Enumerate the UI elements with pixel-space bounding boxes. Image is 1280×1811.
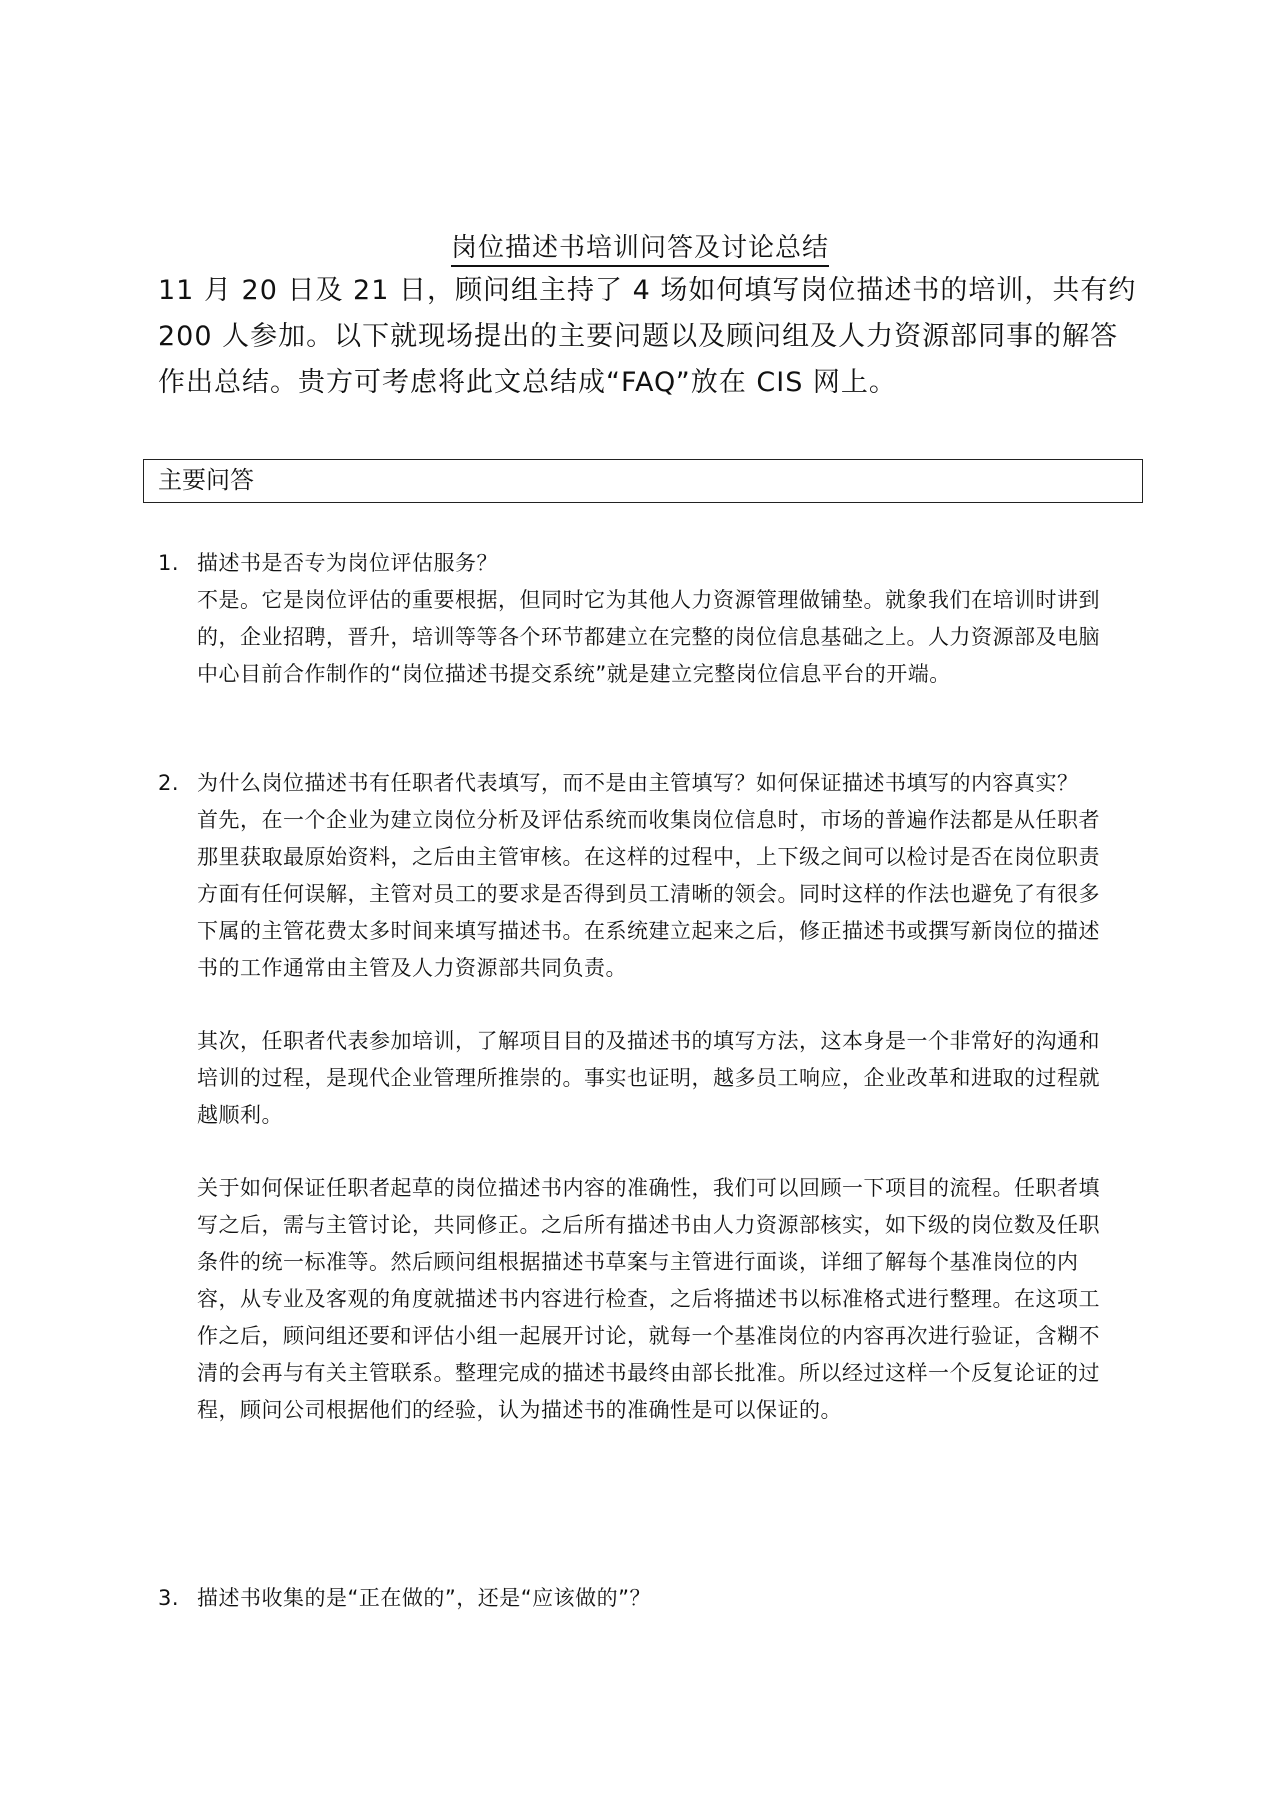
intro-paragraph <box>158 268 1143 406</box>
question-2 <box>158 765 1118 802</box>
answer-paragraph: 首先，在一个企业为建立岗位分析及评估系统而收集岗位信息时，市场的普遍作法都是从任职者那里获取最原始资料，之后由主管审核。在这样的过程中，上下级之间可以检讨是否在岗位职责方面有任何误解，主管对员工的要求是否得到员工清晰的领会。同时这样的作法也避免了有很多下属的主管花费太多时间来填写描述书。在系统建立起来之后，修正描述书或撰写新岗位的描述书的工作通常由主管及人力资源部共同负责。 <box>197 808 1100 980</box>
question-number: 3. <box>158 1586 180 1610</box>
qa-item-2 <box>158 765 1118 1429</box>
question-text: 描述书是否专为岗位评估服务？ <box>197 551 498 575</box>
question-text: 为什么岗位描述书有任职者代表填写，而不是由主管填写？如何保证描述书填写的内容真实？ <box>197 771 1079 795</box>
question-number: 2. <box>158 771 180 795</box>
question-1 <box>158 545 1118 582</box>
document-title <box>0 230 1280 266</box>
qa-item-3 <box>158 1580 1118 1617</box>
question-text: 描述书收集的是“正在做的”，还是“应该做的”？ <box>197 1586 652 1610</box>
section-heading-box <box>143 459 1143 503</box>
answer-2 <box>158 802 1118 1429</box>
intro-text: 11 月 20 日及 21 日，顾问组主持了 4 场如何填写岗位描述书的培训，共有约 200 人参加。以下就现场提出的主要问题以及顾问组及人力资源部同事的解答作出总结。贵方可考虑将此文总结成“FAQ”放在 CIS 网上。 <box>158 275 1137 398</box>
answer-paragraph: 不是。它是岗位评估的重要根据，但同时它为其他人力资源管理做铺垫。就象我们在培训时讲到的，企业招聘，晋升，培训等等各个环节都建立在完整的岗位信息基础之上。人力资源部及电脑中心目前合作制作的“岗位描述书提交系统”就是建立完整岗位信息平台的开端。 <box>197 588 1100 686</box>
question-3 <box>158 1580 1118 1617</box>
answer-paragraph: 其次，任职者代表参加培训，了解项目目的及描述书的填写方法，这本身是一个非常好的沟通和培训的过程，是现代企业管理所推崇的。事实也证明，越多员工响应，企业改革和进取的过程就越顺利。 <box>197 1029 1100 1127</box>
answer-paragraph: 关于如何保证任职者起草的岗位描述书内容的准确性，我们可以回顾一下项目的流程。任职者填写之后，需与主管讨论，共同修正。之后所有描述书由人力资源部核实，如下级的岗位数及任职条件的统一标准等。然后顾问组根据描述书草案与主管进行面谈，详细了解每个基准岗位的内容，从专业及客观的角度就描述书内容进行检查，之后将描述书以标准格式进行整理。在这项工作之后，顾问组还要和评估小组一起展开讨论，就每一个基准岗位的内容再次进行验证，含糊不清的会再与有关主管联系。整理完成的描述书最终由部长批准。所以经过这样一个反复论证的过程，顾问公司根据他们的经验，认为描述书的准确性是可以保证的。 <box>197 1176 1100 1422</box>
section-heading: 主要问答 <box>158 466 254 494</box>
document-title-text: 岗位描述书培训问答及讨论总结 <box>451 233 829 267</box>
question-number: 1. <box>158 551 180 575</box>
qa-item-1 <box>158 545 1118 693</box>
answer-1 <box>158 582 1118 693</box>
